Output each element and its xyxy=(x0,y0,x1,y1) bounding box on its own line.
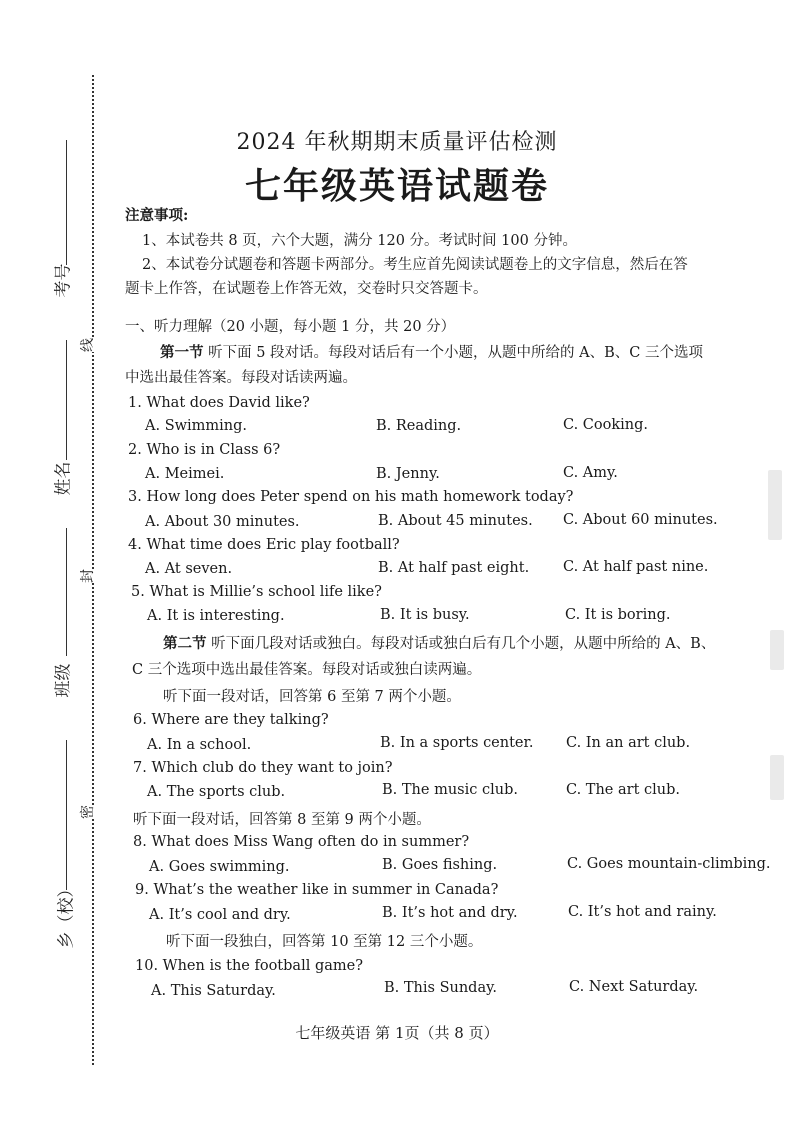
q9-option-b: B. It’s hot and dry. xyxy=(382,905,518,921)
q7-option-c: C. The art club. xyxy=(566,782,680,798)
scan-artifact xyxy=(768,470,782,540)
q10-option-c: C. Next Saturday. xyxy=(569,979,699,995)
q7-option-b: B. The music club. xyxy=(382,782,518,798)
seal-mark-xian: 线 xyxy=(77,338,97,352)
q7-option-a: A. The sports club. xyxy=(147,784,286,800)
q4-option-b: B. At half past eight. xyxy=(378,560,530,576)
question-1: 1. What does David like? xyxy=(128,395,310,411)
q3-option-c: C. About 60 minutes. xyxy=(563,512,718,528)
q1-option-a: A. Swimming. xyxy=(145,418,248,434)
seal-mark-feng: 封 xyxy=(77,569,97,583)
section1-heading: 一、听力理解（20 小题，每小题 1 分，共 20 分） xyxy=(125,319,456,335)
seal-mark-mi: 密 xyxy=(77,805,97,819)
q10-option-a: A. This Saturday. xyxy=(151,983,276,999)
q6-option-a: A. In a school. xyxy=(147,737,252,753)
question-2: 2. Who is in Class 6? xyxy=(128,442,281,458)
part1-text: 听下面 5 段对话。每段对话后有一个小题，从题中所给的 A、B、C 三个选项 xyxy=(203,345,703,361)
notice-item2-a: 2、本试卷分试题卷和答题卡两部分。考生应首先阅读试题卷上的文字信息，然后在答 xyxy=(142,257,688,273)
q3-option-a: A. About 30 minutes. xyxy=(145,514,300,530)
q8-option-b: B. Goes fishing. xyxy=(382,857,498,873)
notice-item2-b: 题卡上作答，在试题卷上作答无效，交卷时只交答题卡。 xyxy=(125,281,488,297)
q5-option-c: C. It is boring. xyxy=(565,607,671,623)
dialog-6-7-instruction: 听下面一段对话，回答第 6 至第 7 两个小题。 xyxy=(163,689,461,705)
part2-text: 听下面几段对话或独白。每段对话或独白后有几个小题，从题中所给的 A、B、 xyxy=(206,636,716,652)
notice-item1: 1、本试卷共 8 页，六个大题，满分 120 分。考试时间 100 分钟。 xyxy=(142,233,577,249)
q4-option-c: C. At half past nine. xyxy=(563,559,709,575)
q1-option-c: C. Cooking. xyxy=(563,417,649,433)
part1-instruction-b: 中选出最佳答案。每段对话读两遍。 xyxy=(125,370,357,386)
question-3: 3. How long does Peter spend on his math homework today? xyxy=(128,489,574,505)
page-footer: 七年级英语 第 1页（共 8 页） xyxy=(295,1024,499,1042)
q6-option-b: B. In a sports center. xyxy=(380,735,534,751)
q9-option-a: A. It’s cool and dry. xyxy=(149,907,291,923)
q8-option-c: C. Goes mountain-climbing. xyxy=(567,856,771,872)
q6-option-c: C. In an art club. xyxy=(566,735,691,751)
xingming-label: 姓名 xyxy=(53,461,74,496)
q2-option-c: C. Amy. xyxy=(563,465,618,481)
scan-artifact xyxy=(770,630,784,670)
exam-title-line2: 七年级英语试题卷 xyxy=(244,165,549,207)
q3-option-b: B. About 45 minutes. xyxy=(378,513,533,529)
dialog-8-9-instruction: 听下面一段对话，回答第 8 至第 9 两个小题。 xyxy=(133,812,431,828)
exam-title-line1: 2024 年秋期期末质量评估检测 xyxy=(236,130,558,155)
question-8: 8. What does Miss Wang often do in summer? xyxy=(133,834,470,850)
part2-label: 第二节 xyxy=(163,635,207,652)
q5-option-b: B. It is busy. xyxy=(380,607,470,623)
part2-instruction-b: C 三个选项中选出最佳答案。每段对话或独白读两遍。 xyxy=(132,662,482,678)
part1-instruction-a xyxy=(160,341,703,362)
q2-option-a: A. Meimei. xyxy=(145,466,225,482)
kaohao-label: 考号 xyxy=(53,263,74,298)
scan-artifact xyxy=(770,755,784,800)
q4-option-a: A. At seven. xyxy=(145,561,233,577)
q1-option-b: B. Reading. xyxy=(376,418,462,434)
banji-label: 班级 xyxy=(53,663,74,698)
q8-option-a: A. Goes swimming. xyxy=(149,859,290,875)
question-7: 7. Which club do they want to join? xyxy=(133,760,393,776)
notice-heading: 注意事项: xyxy=(125,207,189,224)
question-4: 4. What time does Eric play football? xyxy=(128,537,400,553)
question-10: 10. When is the football game? xyxy=(135,958,363,974)
xingming-line xyxy=(66,340,67,460)
q2-option-b: B. Jenny. xyxy=(376,466,440,482)
mono-10-12-instruction: 听下面一段独白，回答第 10 至第 12 三个小题。 xyxy=(166,934,483,950)
q5-option-a: A. It is interesting. xyxy=(147,608,285,624)
part1-label: 第一节 xyxy=(160,344,204,361)
question-6: 6. Where are they talking? xyxy=(133,712,329,728)
xiangxiao-line xyxy=(66,740,67,890)
question-9: 9. What’s the weather like in summer in Canada? xyxy=(135,882,499,898)
banji-line xyxy=(66,528,67,656)
part2-instruction-a xyxy=(163,632,715,653)
xiangxiao-label: 乡（校） xyxy=(56,880,77,949)
q9-option-c: C. It’s hot and rainy. xyxy=(568,904,717,920)
q10-option-b: B. This Sunday. xyxy=(384,980,497,996)
question-5: 5. What is Millie’s school life like? xyxy=(131,584,382,600)
